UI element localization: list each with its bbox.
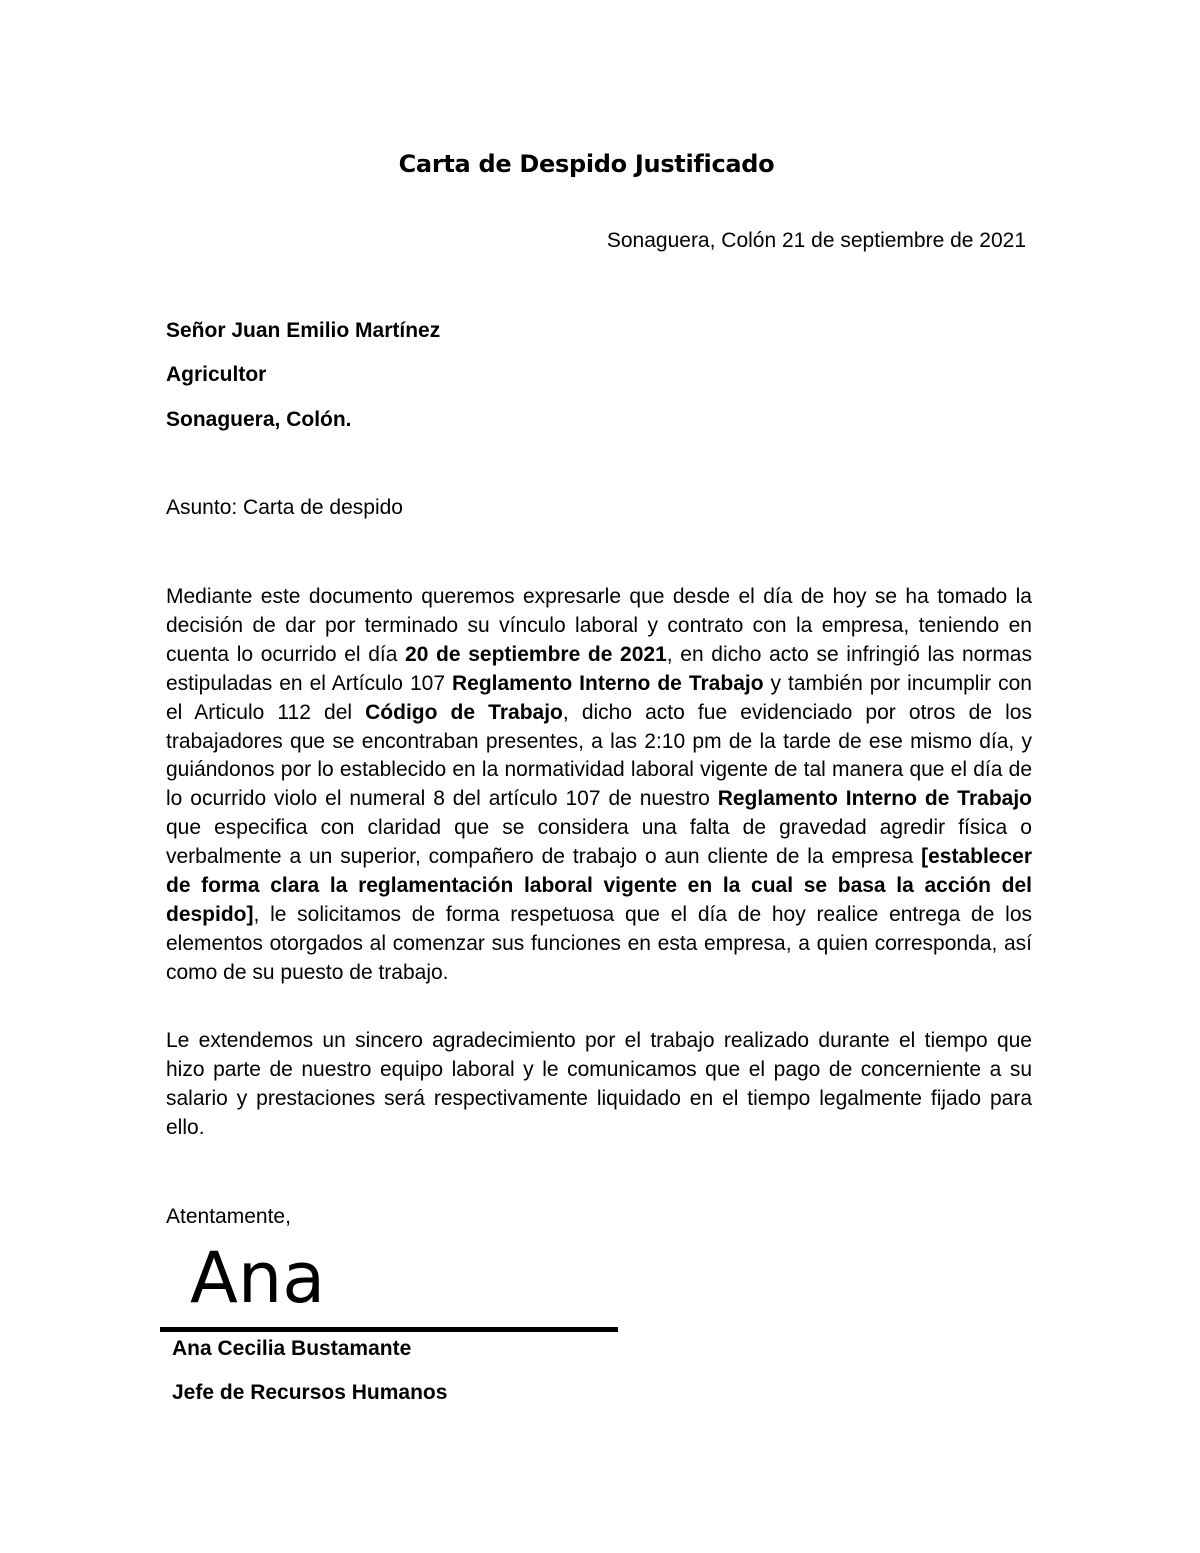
closing-line: Atentamente, — [166, 1205, 291, 1228]
signer-name: Ana Cecilia Bustamante — [172, 1337, 412, 1360]
body-text: Mediante este documento queremos expresarle que desde el día de hoy se ha tomado la decisión de dar por terminado su vínculo laboral y contrato con la empresa, teniendo en cuenta lo ocurrido el día — [166, 585, 1032, 666]
subject-line: Asunto: Carta de despido — [166, 496, 403, 519]
body-paragraph-2: Le extendemos un sincero agradecimiento por el trabajo realizado durante el tiempo que hizo parte de nuestro equipo laboral y le comunicamos que el pago de concerniente a su salario y prestaciones será respectivamente liquidado en el tiempo legalmente fijado para ello. — [166, 1029, 1032, 1139]
body-text: , dicho acto fue evidenciado por otros de los trabajadores que se encontraban presentes, a las 2:10 pm de la tarde de ese mismo día, y guiándonos por lo establecido en la normatividad laboral vigente de tal manera que el día de lo ocurrido violo el numeral 8 del artículo 107 de nuestro — [166, 700, 1032, 811]
signature: Ana — [190, 1237, 326, 1319]
body-paragraph-1 — [166, 583, 1032, 988]
body-text: que especifica con claridad que se considera una falta de gravedad agredir física o verbalmente a un superior, compañero de trabajo o aun cliente de la empresa — [166, 816, 1032, 869]
body-emphasis-codigo: Código de Trabajo — [365, 700, 563, 724]
signature-line — [160, 1327, 618, 1332]
recipient-name: Señor Juan Emilio Martínez — [166, 319, 441, 342]
body-emphasis-reglamento: Reglamento Interno de Trabajo — [452, 671, 764, 695]
date-line: Sonaguera, Colón 21 de septiembre de 2021 — [606, 229, 1026, 252]
body-text: , en dicho acto se infringió las normas estipuladas en el Artículo 107 — [166, 642, 1032, 695]
letter-title: Carta de Despido Justificado — [398, 150, 775, 178]
body-emphasis-reglamento: Reglamento Interno de Trabajo — [717, 787, 1032, 811]
recipient-occupation: Agricultor — [166, 363, 267, 386]
body-text: y también por incumplir con el Articulo 112 del — [166, 671, 1032, 724]
body-emphasis-placeholder: [establecer de forma clara la reglamentación laboral vigente en la cual se basa la acción del despido] — [166, 845, 1032, 926]
recipient-location: Sonaguera, Colón. — [166, 408, 352, 431]
signer-position: Jefe de Recursos Humanos — [172, 1381, 448, 1404]
body-text: , le solicitamos de forma respetuosa que el día de hoy realice entrega de los elementos otorgados al comenzar sus funciones en esta empresa, a quien corresponda, así como de su puesto de trabajo. — [166, 902, 1032, 984]
body-emphasis-date: 20 de septiembre de 2021 — [405, 642, 667, 666]
